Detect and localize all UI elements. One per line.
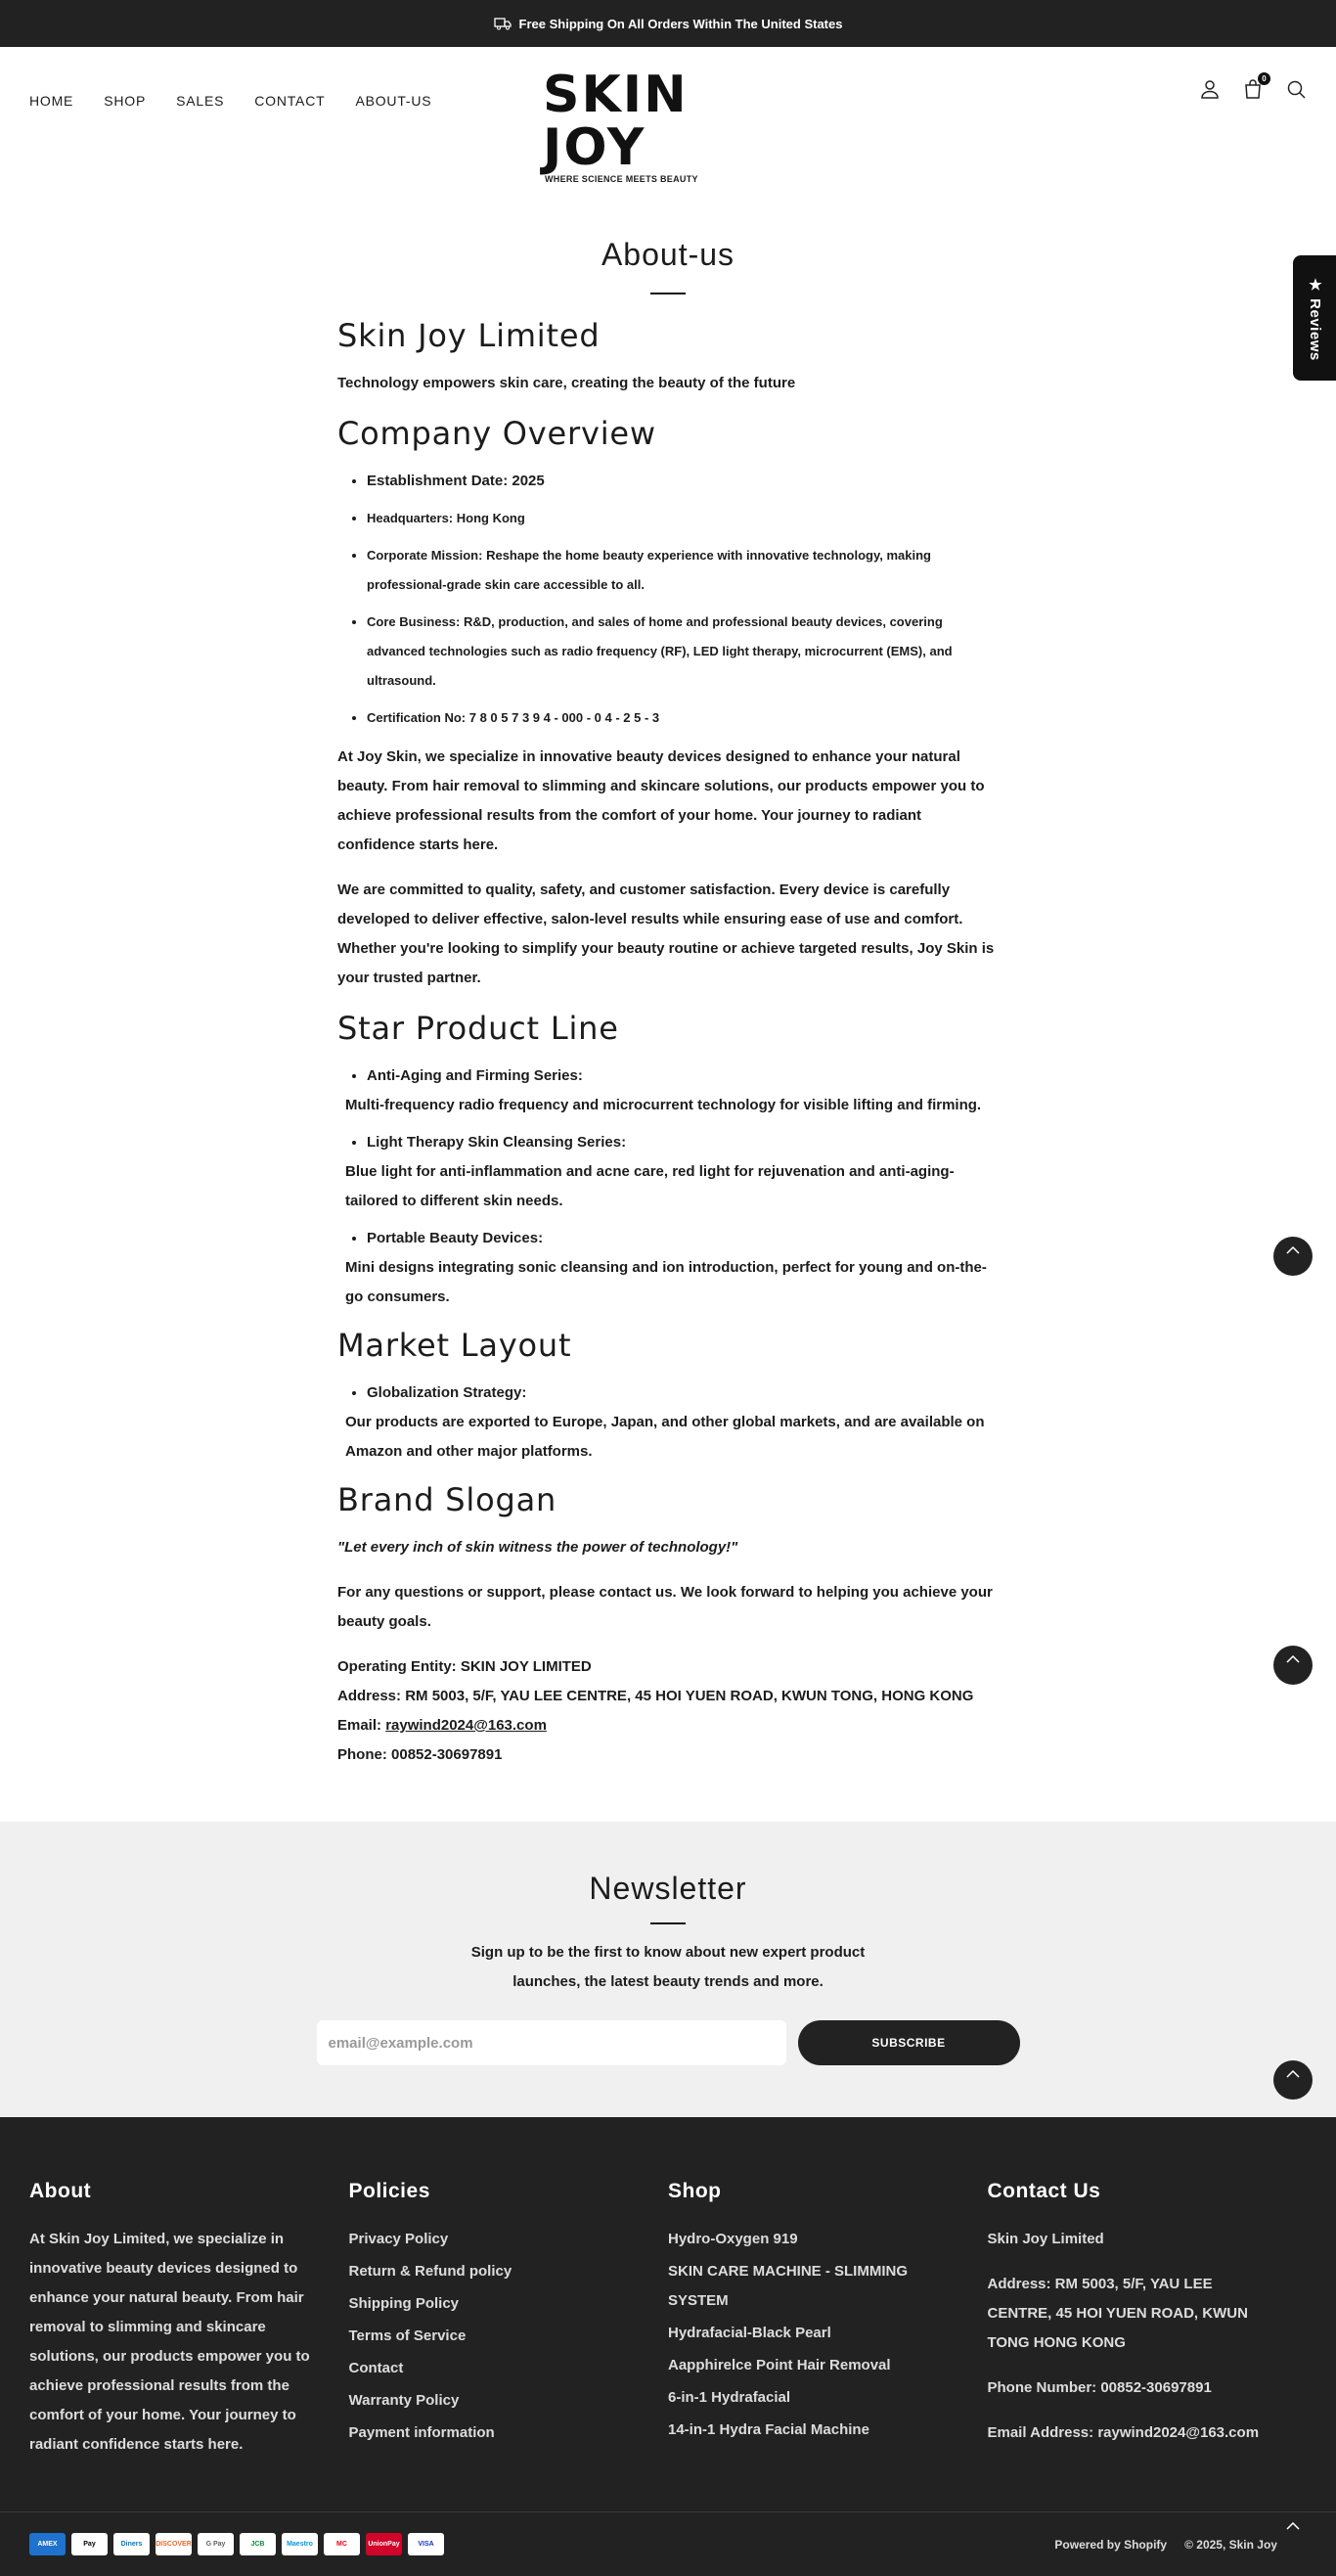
cart-icon[interactable] — [1242, 74, 1267, 100]
footer-shop-link[interactable]: 6-in-1 Hydrafacial — [668, 2389, 791, 2406]
footer-about-heading: About — [29, 2180, 92, 2202]
footer-contact-heading: Contact Us — [987, 2180, 1101, 2202]
footer-legal — [1054, 2538, 1307, 2552]
products-heading: Star Product Line — [337, 1010, 619, 1047]
reviews-tab-label: ★ Reviews — [1307, 275, 1323, 361]
footer-about — [29, 2180, 349, 2511]
site-footer — [0, 2117, 1336, 2576]
unionpay-icon: UnionPay — [366, 2533, 402, 2555]
footer-about-text: At Skin Joy Limited, we specialize in innovative beauty devices designed to enhance your natural beauty. From hair removal to slimming and skincare solutions, our products empower you to achieve professional results from the comfort of your home. Your journey to radiant confidence starts here. — [29, 2231, 310, 2453]
chevron-up-icon — [1286, 1246, 1300, 1254]
footer-link-privacy-policy[interactable]: Privacy Policy — [348, 2231, 449, 2247]
chevron-up-icon — [1286, 2522, 1300, 2530]
about-content — [337, 294, 999, 1770]
site-logo[interactable] — [543, 68, 797, 184]
chevron-up-icon — [1286, 1655, 1300, 1663]
intro-text: Technology empowers skin care, creating the beauty of the future — [337, 375, 796, 391]
newsletter-form — [0, 2020, 1336, 2065]
footer-shop — [668, 2180, 988, 2511]
footer-shop-link[interactable]: SKIN CARE MACHINE - SLIMMING SYSTEM — [668, 2263, 908, 2309]
nav-shop[interactable]: SHOP — [104, 93, 147, 109]
company-heading: Skin Joy Limited — [337, 317, 601, 354]
reviews-tab[interactable] — [1293, 255, 1336, 381]
amex-icon: AMEX — [29, 2533, 66, 2555]
google-pay-icon: G Pay — [198, 2533, 234, 2555]
page-title: About-us — [601, 237, 735, 272]
footer-bottom — [0, 2511, 1336, 2576]
contact-entity: Operating Entity: SKIN JOY LIMITED — [337, 1658, 592, 1675]
contact-address: Address: RM 5003, 5/F, YAU LEE CENTRE, 45 HOI YUEN ROAD, KWUN TONG, HONG KONG — [337, 1688, 974, 1704]
list-item: • Headquarters: Hong Kong — [367, 504, 999, 533]
footer-policies-heading: Policies — [348, 2180, 430, 2202]
maestro-icon: Maestro — [282, 2533, 318, 2555]
support-text: For any questions or support, please contact us. We look forward to helping you achieve your beauty goals. — [337, 1584, 993, 1630]
list-item: • Core Business: R&D, production, and sales of home and professional beauty devices, covering advanced technologies such as radio frequency (RF), LED light therapy, microcurrent (EMS), and ultrasound. — [367, 608, 999, 696]
announcement-text: Free Shipping On All Orders Within The United States — [518, 16, 843, 31]
nav-contact[interactable]: CONTACT — [254, 93, 326, 109]
overview-list — [337, 467, 999, 733]
nav-home[interactable]: HOME — [29, 93, 74, 109]
nav-sales[interactable]: SALES — [176, 93, 225, 109]
footer-shop-link[interactable]: Aapphirelce Point Hair Removal — [668, 2357, 891, 2373]
logo-brand: SKIN JOY — [543, 66, 689, 177]
account-icon[interactable] — [1199, 78, 1221, 100]
apple-pay-icon: Pay — [71, 2533, 108, 2555]
powered-by-link[interactable]: Powered by Shopify — [1054, 2537, 1168, 2552]
list-item: • Establishment Date: 2025 — [367, 467, 999, 496]
jcb-icon: JCB — [240, 2533, 276, 2555]
nav-about-us[interactable]: ABOUT-US — [355, 93, 432, 109]
footer-contact-address: Address: RM 5003, 5/F, YAU LEE CENTRE, 45 HOI YUEN ROAD, KWUN TONG HONG KONG — [987, 2276, 1248, 2351]
truck-icon — [494, 17, 512, 30]
contact-phone: Phone: 00852-30697891 — [337, 1746, 503, 1763]
scroll-to-top-button[interactable] — [1273, 2060, 1313, 2100]
footer-contact-name: Skin Joy Limited — [987, 2231, 1104, 2247]
footer-shop-link[interactable]: Hydrafacial-Black Pearl — [668, 2325, 831, 2341]
cart-count-badge: 0 — [1258, 72, 1270, 85]
announcement-bar — [0, 0, 1336, 47]
footer-contact-email: Email Address: raywind2024@163.com — [987, 2424, 1260, 2441]
payment-icons — [29, 2533, 444, 2555]
mastercard-icon: MC — [324, 2533, 360, 2555]
newsletter-section — [0, 1822, 1336, 2117]
list-item: • Certification No: 7 8 0 5 7 3 9 4 - 000 - 0 4 - 2 5 - 3 — [367, 703, 999, 733]
footer-shop-link[interactable]: Hydro-Oxygen 919 — [668, 2231, 798, 2247]
market-list — [337, 1378, 999, 1467]
diners-club-icon: Diners — [113, 2533, 150, 2555]
footer-link-refund-policy[interactable]: Return & Refund policy — [348, 2263, 512, 2280]
footer-link-contact[interactable]: Contact — [348, 2360, 404, 2376]
main-nav — [29, 93, 431, 109]
logo-tagline: WHERE SCIENCE MEETS BEAUTY — [545, 174, 698, 184]
products-list — [337, 1062, 999, 1312]
scroll-to-top-button[interactable] — [1273, 2512, 1313, 2552]
brand-slogan: "Let every inch of skin witness the power of technology!" — [337, 1539, 738, 1556]
list-item: • Corporate Mission: Reshape the home beauty experience with innovative technology, making professional-grade skin care accessible to all. — [367, 541, 999, 600]
visa-icon: VISA — [408, 2533, 444, 2555]
newsletter-email-input[interactable] — [317, 2020, 786, 2065]
list-item: • Portable Beauty Devices: Mini designs integrating sonic cleansing and ion introduction, perfect for young and on-the-go consumers. — [367, 1224, 999, 1312]
site-header — [0, 47, 1336, 184]
list-item: • Globalization Strategy: Our products are exported to Europe, Japan, and other global markets, and are available on Amazon and other major platforms. — [367, 1378, 999, 1467]
footer-policies — [349, 2180, 669, 2511]
footer-contact — [988, 2180, 1308, 2511]
footer-link-payment-info[interactable]: Payment information — [348, 2424, 495, 2441]
copyright-text: © 2025, Skin Joy — [1184, 2537, 1277, 2552]
paragraph-commitment: We are committed to quality, safety, and customer satisfaction. Every device is carefully developed to deliver effective, salon-level results while ensuring ease of use and comfort. Whether you're looking to simplify your beauty routine or achieve targeted results, Joy Skin is your trusted partner. — [337, 881, 995, 986]
list-item: • Anti-Aging and Firming Series: Multi-frequency radio frequency and microcurrent technology for visible lifting and firming. — [367, 1062, 999, 1120]
footer-link-shipping-policy[interactable]: Shipping Policy — [348, 2295, 460, 2312]
footer-link-warranty[interactable]: Warranty Policy — [348, 2392, 460, 2409]
discover-icon: DISCOVER — [156, 2533, 192, 2555]
market-heading: Market Layout — [337, 1327, 572, 1364]
newsletter-title: Newsletter — [589, 1871, 747, 1906]
paragraph-specialize: At Joy Skin, we specialize in innovative beauty devices designed to enhance your natural beauty. From hair removal to slimming and skincare solutions, our products empower you to achieve professional results from the comfort of your home. Your journey to radiant confidence starts here. — [337, 748, 985, 853]
scroll-to-top-button[interactable] — [1273, 1237, 1313, 1276]
contact-email: Email: raywind2024@163.com — [337, 1717, 547, 1734]
overview-heading: Company Overview — [337, 415, 656, 452]
newsletter-divider — [650, 1922, 686, 1924]
email-link[interactable]: raywind2024@163.com — [385, 1717, 547, 1734]
footer-link-terms[interactable]: Terms of Service — [348, 2327, 467, 2344]
list-item: • Light Therapy Skin Cleansing Series: Blue light for anti-inflammation and acne care, red light for rejuvenation and anti-aging-tailored to different skin needs. — [367, 1128, 999, 1216]
newsletter-text: Sign up to be the first to know about new expert product launches, the latest beauty trends and more. — [470, 1944, 866, 1990]
scroll-to-top-button[interactable] — [1273, 1646, 1313, 1685]
footer-contact-phone: Phone Number: 00852-30697891 — [987, 2379, 1212, 2396]
slogan-heading: Brand Slogan — [337, 1481, 557, 1518]
contact-block — [337, 1652, 999, 1770]
header-icons — [1199, 74, 1307, 100]
subscribe-button[interactable]: SUBSCRIBE — [798, 2020, 1020, 2065]
search-icon[interactable] — [1285, 78, 1307, 100]
footer-shop-heading: Shop — [668, 2180, 722, 2202]
footer-shop-link[interactable]: 14-in-1 Hydra Facial Machine — [668, 2421, 869, 2438]
chevron-up-icon — [1286, 2070, 1300, 2078]
